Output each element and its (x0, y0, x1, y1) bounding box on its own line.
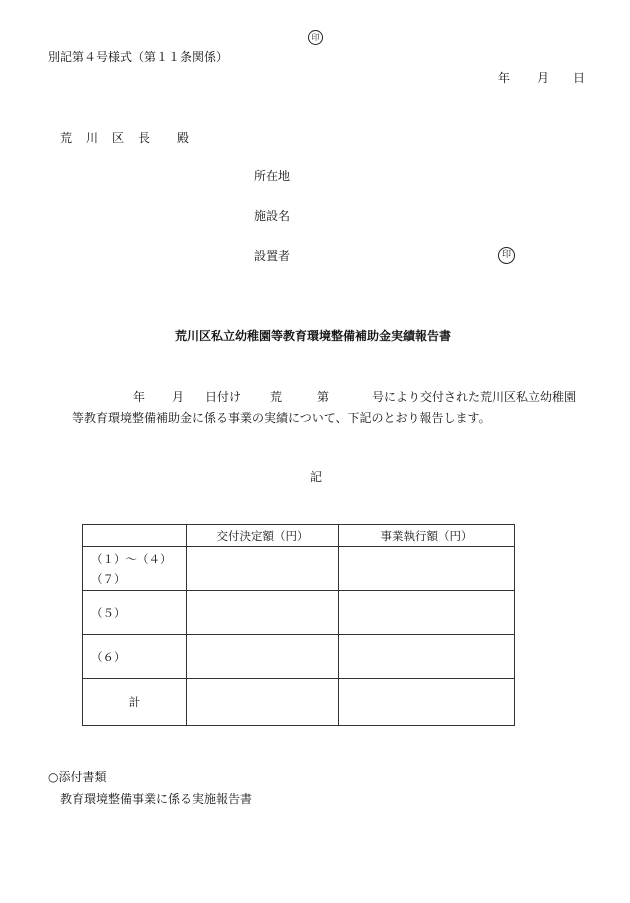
document-title: 荒川区私立幼稚園等教育環境整備補助金実績報告書 (175, 329, 452, 343)
attachments-item: 教育環境整備事業に係る実施報告書 (60, 792, 253, 806)
date-month: 月 (537, 71, 550, 85)
table-header-decided: 交付決定額（円） (187, 525, 339, 547)
table-row (83, 547, 515, 591)
executed-amount-total-cell[interactable] (339, 679, 515, 726)
executed-amount-cell[interactable] (339, 547, 515, 591)
row-label: （５） (83, 591, 187, 635)
body-ara: 荒 (270, 390, 283, 404)
date-year: 年 (498, 71, 511, 85)
amount-table (82, 524, 515, 726)
ki-heading: 記 (310, 470, 323, 484)
table-row (83, 679, 515, 726)
decided-amount-cell[interactable] (187, 635, 339, 679)
decided-amount-total-cell[interactable] (187, 679, 339, 726)
body-dated: 日付け (205, 390, 242, 404)
body-month: 月 (172, 390, 185, 404)
executed-amount-cell[interactable] (339, 591, 515, 635)
field-location-label: 所在地 (254, 169, 291, 183)
row-label-total: 計 (83, 679, 187, 726)
executed-amount-cell[interactable] (339, 635, 515, 679)
establisher-seal-mark: 印 (498, 247, 515, 264)
table-row (83, 635, 515, 679)
body-line2: 等教育環境整備補助金に係る事業の実績について、下記のとおり報告します。 (72, 411, 491, 425)
addressee: 荒 川 区 長 殿 (60, 131, 191, 145)
row-label-line1: （１）～（４） (91, 551, 172, 566)
table-header-executed: 事業執行額（円） (339, 525, 515, 547)
table-row (83, 591, 515, 635)
field-facility-label: 施設名 (254, 209, 291, 223)
decided-amount-cell[interactable] (187, 547, 339, 591)
row-label (83, 547, 187, 591)
body-line1-rest: 号により交付された荒川区私立幼稚園 (372, 390, 577, 404)
decided-amount-cell[interactable] (187, 591, 339, 635)
date-day: 日 (573, 71, 586, 85)
row-label: （６） (83, 635, 187, 679)
top-seal-mark: 印 (308, 30, 323, 45)
body-dai: 第 (317, 390, 330, 404)
body-year: 年 (133, 390, 146, 404)
attachments-heading: ○添付書類 (48, 770, 107, 784)
table-header-blank (83, 525, 187, 547)
row-label-line2: （７） (91, 571, 126, 586)
form-label: 別記第４号様式（第１１条関係） (48, 50, 229, 64)
field-establisher-label: 設置者 (254, 249, 291, 263)
